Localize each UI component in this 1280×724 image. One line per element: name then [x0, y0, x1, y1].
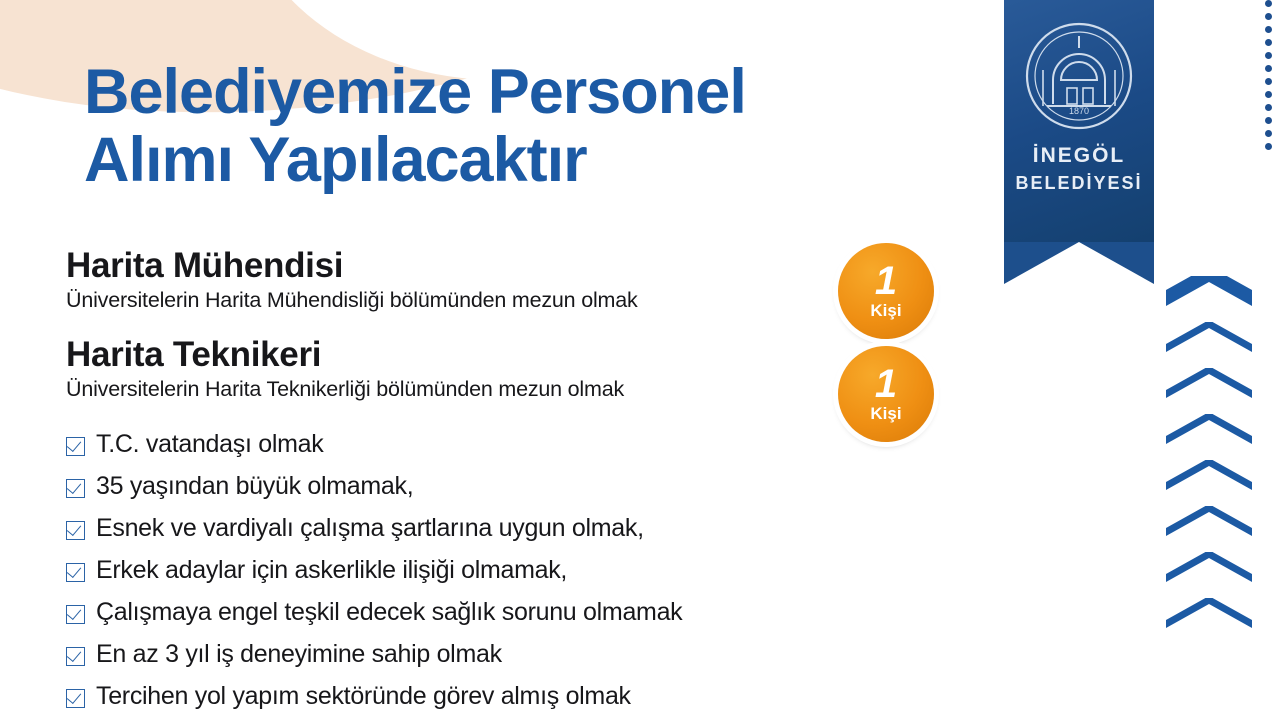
- checkbox-checked-icon: [66, 647, 85, 666]
- chevron-up-icon: [1166, 276, 1252, 306]
- job-entry: [66, 335, 866, 402]
- vacancy-count-unit: Kişi: [870, 403, 902, 423]
- checkbox-checked-icon: [66, 605, 85, 624]
- checkbox-checked-icon: [66, 563, 85, 582]
- chevron-up-icon: [1166, 414, 1252, 444]
- logo-org-label: BELEDİYESİ: [1015, 173, 1143, 193]
- vacancy-count-badge: [838, 243, 934, 339]
- ribbon-tail: [1004, 242, 1154, 284]
- checkbox-checked-icon: [66, 521, 85, 540]
- vacancy-count-number: 1: [874, 361, 898, 406]
- list-item: [66, 598, 966, 626]
- list-item: [66, 682, 966, 710]
- requirement-text: En az 3 yıl iş deneyimine sahip olmak: [96, 640, 502, 668]
- checkbox-checked-icon: [66, 479, 85, 498]
- chevron-up-icon: [1166, 322, 1252, 352]
- requirement-text: Tercihen yol yapım sektöründe görev almış olmak: [96, 682, 631, 710]
- job-description: Üniversitelerin Harita Teknikerliği bölümünden mezun olmak: [66, 377, 625, 402]
- vacancy-count-unit: Kişi: [870, 300, 902, 320]
- chevron-up-icon: [1166, 506, 1252, 536]
- requirement-text: Erkek adaylar için askerlikle ilişiği olmamak,: [96, 556, 568, 584]
- page-title: [84, 58, 746, 194]
- headline-line-2: Alımı Yapılacaktır: [84, 125, 587, 196]
- municipality-crest-icon: [1023, 18, 1135, 134]
- checkbox-checked-icon: [66, 437, 85, 456]
- requirement-text: T.C. vatandaşı olmak: [96, 430, 324, 458]
- chevron-up-icon: [1166, 368, 1252, 398]
- crest-year: 1870: [1068, 106, 1090, 116]
- chevron-up-icon: [1166, 552, 1252, 582]
- list-item: [66, 514, 966, 542]
- decorative-dot-column: [1262, 0, 1274, 150]
- job-list: [66, 246, 866, 402]
- municipality-logo-ribbon: [1004, 0, 1154, 242]
- chevron-up-icon: [1166, 598, 1252, 628]
- job-title: Harita Mühendisi: [66, 246, 344, 285]
- requirement-text: Esnek ve vardiyalı çalışma şartlarına uygun olmak,: [96, 514, 644, 542]
- checkbox-checked-icon: [66, 689, 85, 708]
- requirement-text: Çalışmaya engel teşkil edecek sağlık sorunu olmamak: [96, 598, 683, 626]
- vacancy-count-number: 1: [874, 258, 898, 303]
- list-item: [66, 556, 966, 584]
- job-title: Harita Teknikeri: [66, 335, 322, 375]
- requirement-text: 35 yaşından büyük olmamak,: [96, 472, 414, 500]
- list-item: [66, 640, 966, 668]
- list-item: [66, 472, 966, 500]
- requirements-checklist: [66, 430, 966, 724]
- chevron-up-icon: [1166, 460, 1252, 490]
- job-description: Üniversitelerin Harita Mühendisliği bölümünden mezun olmak: [66, 288, 638, 313]
- job-entry: [66, 246, 866, 313]
- ribbon-body: [1004, 0, 1154, 242]
- decorative-chevron-stack: [1166, 276, 1252, 644]
- list-item: [66, 430, 966, 458]
- logo-city-label: İNEGÖL: [1032, 144, 1126, 167]
- vacancy-count-badge: [838, 346, 934, 442]
- headline-line-1: Belediyemize Personel: [84, 57, 746, 127]
